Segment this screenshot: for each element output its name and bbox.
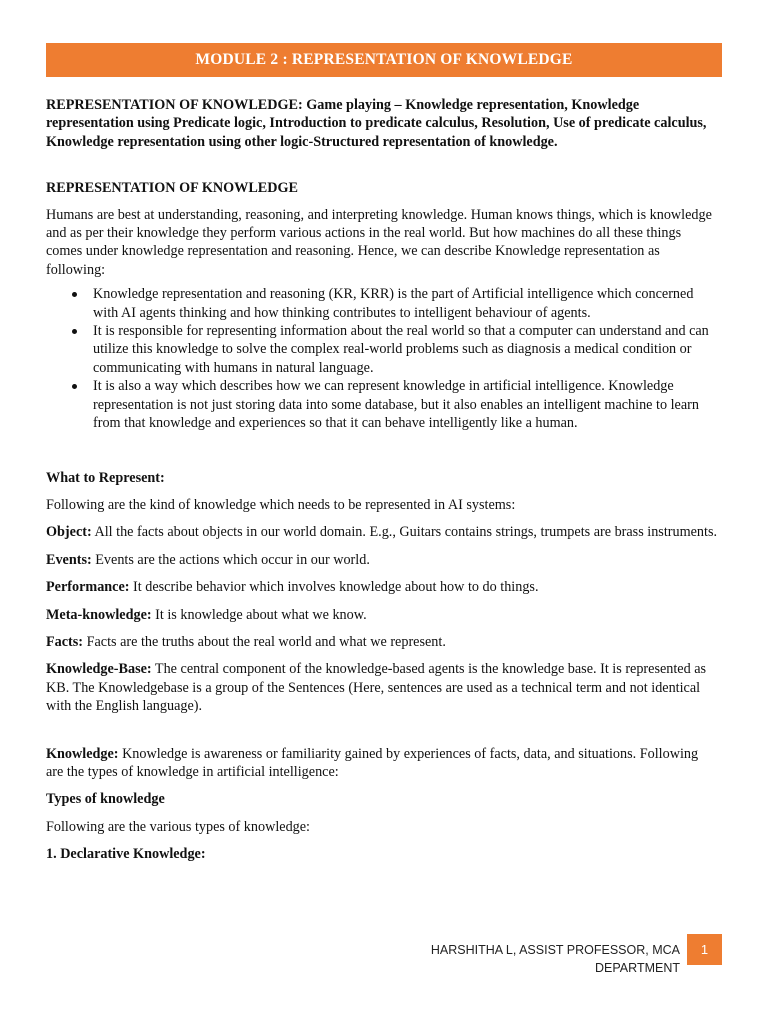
bullet-item: It is also a way which describes how we can represent knowledge in artificial intelligence. Knowledge representation is not just storing data into some database, but it also enables an intelligent machine to learn from that knowledge and experiences so that it can behave intelligently like a human. [93, 377, 718, 432]
definition-term: Object: [46, 524, 92, 541]
definition-term: Facts: [46, 633, 84, 650]
page-number: 1 [687, 934, 722, 965]
definition-term: Performance: [46, 579, 130, 596]
definition-text: All the facts about objects in our world domain. E.g., Guitars contains strings, trumpets are brass instruments. [91, 524, 718, 541]
bullet-list [46, 285, 718, 432]
what-to-represent-intro: Following are the kind of knowledge which needs to be represented in AI systems: [46, 496, 516, 513]
definition-term: Meta-knowledge: [46, 606, 152, 623]
definition-text: It is knowledge about what we know. [151, 606, 367, 623]
bullet-item: Knowledge representation and reasoning (KR, KRR) is the part of Artificial intelligence which concerned with AI agents thinking and how thinking contributes to intelligent behaviour of agents. [93, 285, 718, 322]
definition-text: The central component of the knowledge-based agents is the knowledge base. It is represented as KB. The Knowledgebase is a group of the Sentences (Here, sentences are used as a technical term and not identical with the English language). [46, 661, 707, 715]
definition-meta-knowledge [46, 606, 718, 624]
module-title-banner: MODULE 2 : REPRESENTATION OF KNOWLEDGE [46, 43, 722, 77]
definition-facts [46, 633, 718, 651]
definition-term: Knowledge: [46, 745, 119, 762]
definition-text: It describe behavior which involves knowledge about how to do things. [129, 579, 539, 596]
definition-term: Events: [46, 551, 92, 568]
module-intro: REPRESENTATION OF KNOWLEDGE: Game playing – Knowledge representation, Knowledge representation using Predicate logic, Introduction to predicate calculus, Resolution, Use of predicate calculus, Knowledge representation using other logic-Structured representation of knowledge. [46, 97, 707, 150]
definition-performance [46, 578, 718, 596]
definition-knowledge-base [46, 660, 718, 715]
types-intro: Following are the various types of knowledge: [46, 818, 310, 835]
definition-text: Facts are the truths about the real world and what we represent. [83, 633, 446, 650]
section-heading-types: Types of knowledge [46, 791, 165, 808]
definition-text: Events are the actions which occur in our world. [91, 551, 370, 568]
footer-author: HARSHITHA L, ASSIST PROFESSOR, MCA DEPARTMENT [430, 943, 680, 975]
definition-knowledge [46, 745, 718, 782]
definition-term: Knowledge-Base: [46, 661, 152, 678]
section-heading-representation: REPRESENTATION OF KNOWLEDGE [46, 180, 298, 197]
subheading-declarative: 1. Declarative Knowledge: [46, 846, 206, 863]
section-paragraph-representation: Humans are best at understanding, reasoning, and interpreting knowledge. Human knows things, which is knowledge and as per their knowledge they perform various actions in the real world. But how machines do all these things comes under knowledge representation and reasoning. Hence, we can describe Knowledge representation as following: [46, 206, 712, 278]
definition-text: Knowledge is awareness or familiarity gained by experiences of facts, data, and situations. Following are the types of knowledge in artificial intelligence: [46, 745, 699, 780]
section-heading-what-to-represent: What to Represent: [46, 469, 165, 486]
document-body [46, 96, 718, 864]
definition-object [46, 523, 718, 541]
definition-events [46, 551, 718, 569]
bullet-item: It is responsible for representing information about the real world so that a computer can understand and can utilize this knowledge to solve the complex real-world problems such as diagnosis a medical condition or communicating with humans in natural language. [93, 322, 718, 377]
